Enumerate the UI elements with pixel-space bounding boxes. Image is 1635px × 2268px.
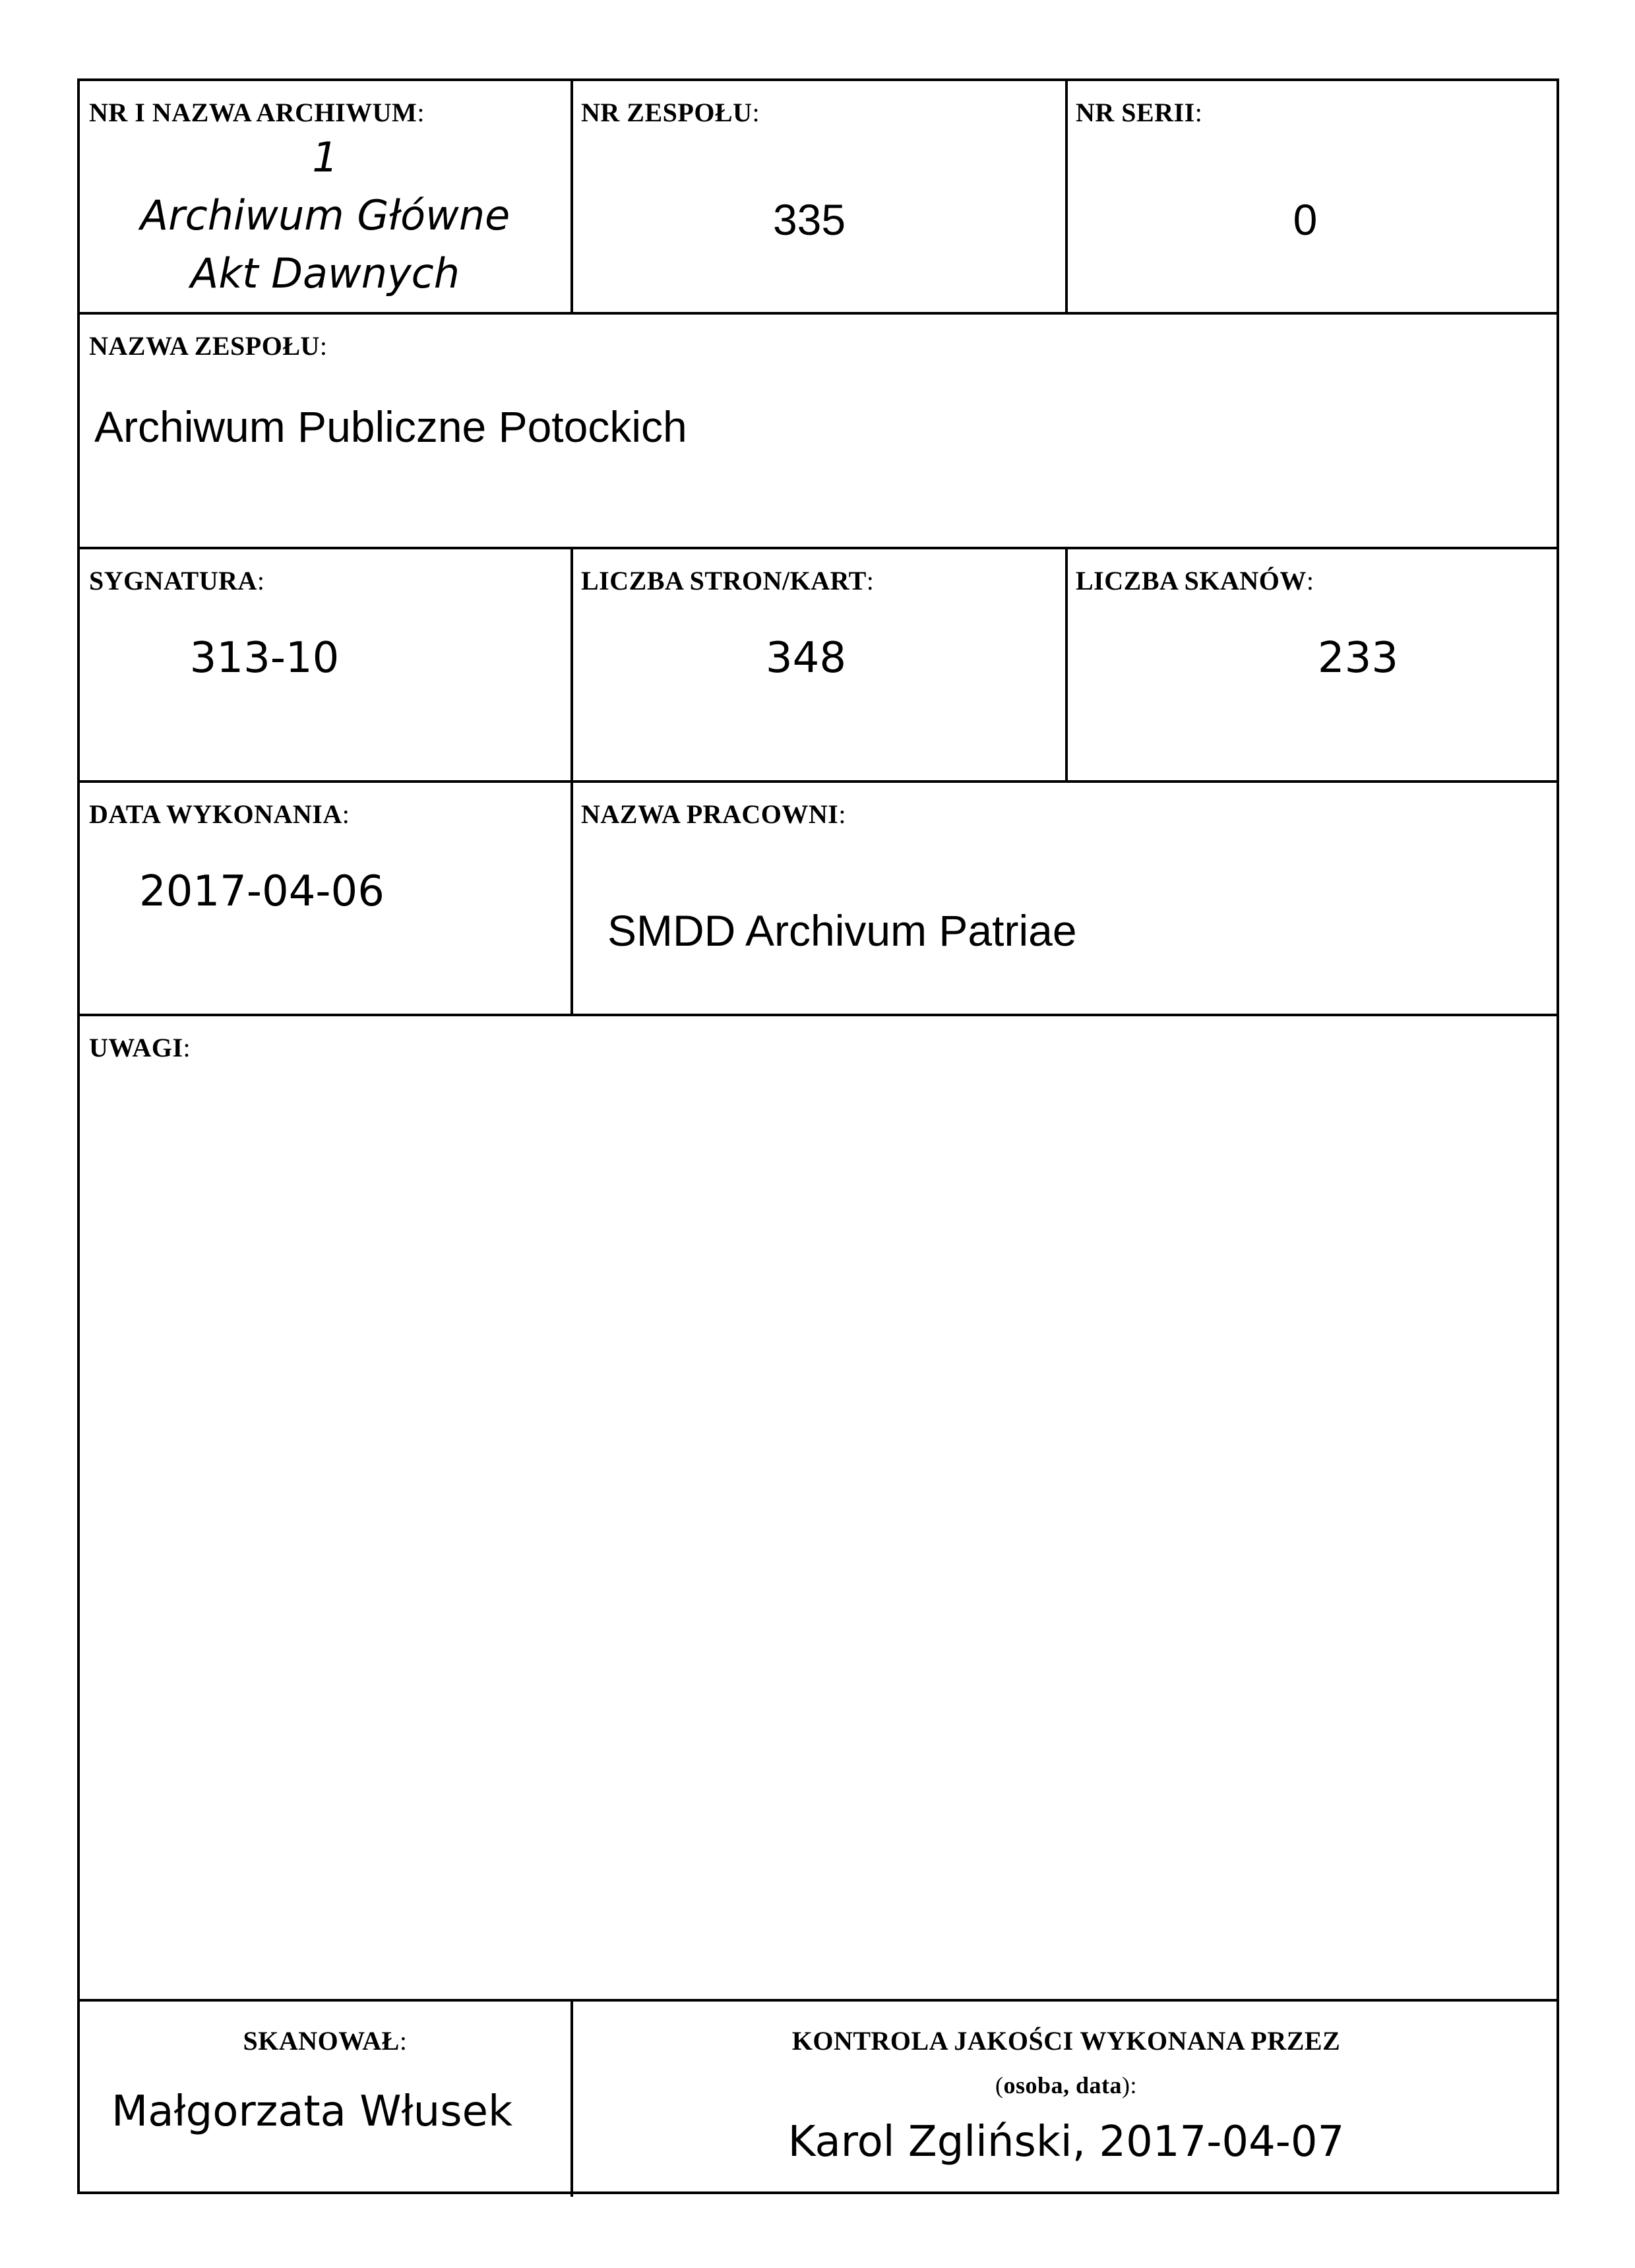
fond-number-value: 335 <box>772 195 846 244</box>
quality-control-cell <box>573 2002 1559 2194</box>
pages-label: LICZBA STRON/KART: <box>581 566 875 596</box>
fond-name-value: Archiwum Publiczne Potockich <box>94 402 687 451</box>
scanned-by-cell <box>80 2002 571 2194</box>
series-value: 0 <box>1293 195 1318 244</box>
series-cell <box>1068 81 1559 312</box>
scans-value: 233 <box>1317 634 1399 683</box>
archive-cell <box>80 81 571 312</box>
scans-cell <box>1068 549 1559 780</box>
workshop-cell <box>573 783 1559 1014</box>
archive-number: 1 <box>312 133 338 181</box>
pages-value: 348 <box>765 634 847 683</box>
archive-metadata-form <box>77 78 1559 2194</box>
fond-name-cell <box>80 315 1559 547</box>
signature-cell <box>80 549 571 780</box>
notes-label: UWAGI: <box>89 1033 191 1062</box>
signature-value: 313-10 <box>189 634 340 683</box>
date-cell <box>80 783 571 1014</box>
workshop-value: SMDD Archivum Patriae <box>607 906 1077 955</box>
archive-value <box>80 129 571 303</box>
scanned-by-value: Małgorzata Włusek <box>111 2087 512 2136</box>
series-label: NR SERII: <box>1076 98 1203 127</box>
fond-number-label: NR ZESPOŁU: <box>581 98 760 127</box>
date-value: 2017-04-06 <box>139 867 385 916</box>
scanned-by-label: SKANOWAŁ: <box>243 2026 408 2056</box>
qc-sublabel: (osoba, data): <box>995 2072 1138 2099</box>
archive-label: NR I NAZWA ARCHIWUM: <box>89 98 425 127</box>
archive-name-line2: Akt Dawnych <box>190 249 460 297</box>
qc-label: KONTROLA JAKOŚCI WYKONANA PRZEZ <box>791 2026 1341 2056</box>
pages-cell <box>573 549 1065 780</box>
archive-name-line1: Archiwum Główne <box>140 191 510 239</box>
date-label: DATA WYKONANIA: <box>89 799 350 829</box>
signature-label: SYGNATURA: <box>89 566 265 596</box>
fond-number-cell <box>573 81 1065 312</box>
workshop-label: NAZWA PRACOWNI: <box>581 799 846 829</box>
notes-cell <box>80 1016 1559 1999</box>
scans-label: LICZBA SKANÓW: <box>1076 566 1314 596</box>
fond-name-label: NAZWA ZESPOŁU: <box>89 331 328 361</box>
qc-value: Karol Zgliński, 2017-04-07 <box>787 2118 1345 2166</box>
